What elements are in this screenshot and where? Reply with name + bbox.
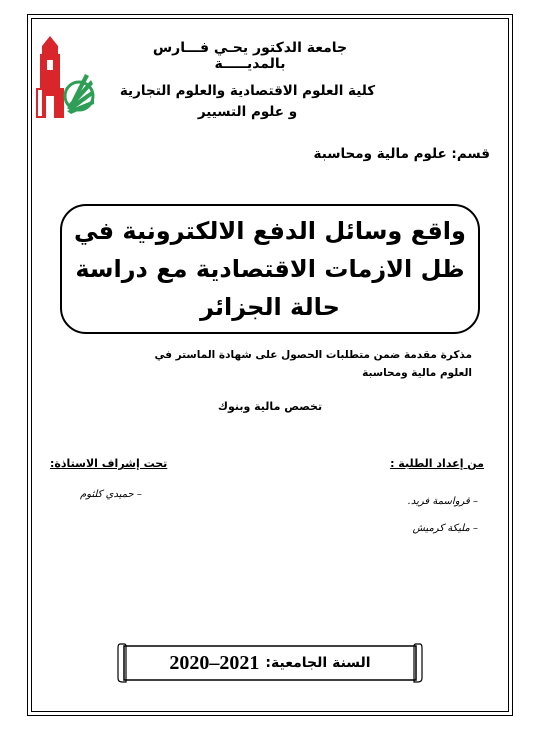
academic-year-value: 2020–2021 (169, 651, 260, 674)
supervisor-heading: تحت إشراف الاستاذة: (50, 457, 168, 470)
logo-tower-top (42, 46, 58, 54)
student-list (408, 488, 478, 542)
logo-tower-door (46, 96, 54, 118)
faculty-line-2: و علوم التسيير (197, 104, 298, 120)
department: قسم: علوم مالية ومحاسبة (313, 146, 490, 162)
academic-year-label: السنة الجامعية: (265, 655, 371, 671)
faculty-line-1: كلية العلوم الاقتصادية والعلوم التجارية (119, 83, 376, 99)
thesis-title: واقع وسائل الدفع الالكترونية في ظل الازمات الاقتصادية مع دراسة حالة الجزائر (74, 217, 466, 321)
specialty: تخصص مالية وبنوك (217, 400, 323, 413)
academic-year (116, 642, 424, 684)
logo-tower-stripe (38, 90, 42, 116)
supervisor-name: – حميدي كلثوم (80, 489, 142, 500)
academic-year-box (116, 642, 424, 684)
logo-tower-window (47, 60, 53, 70)
title-box (60, 204, 480, 334)
university-name: جامعة الدكتور يحـي فـــارس بالمديـــــة (152, 40, 348, 72)
students-heading: من إعداد الطلبة : (390, 457, 484, 470)
student-name: – قرواسمة فريد. (407, 496, 478, 507)
logo-tower-roof (42, 36, 58, 46)
memo-description: مذكرة مقدمة ضمن متطلبات الحصول على شهادة الماستر في العلوم مالية ومحاسبة (154, 349, 472, 379)
student-name: – مليكة كرميش (412, 523, 478, 534)
logo-tower-body (40, 54, 60, 88)
university-logo (27, 28, 97, 124)
